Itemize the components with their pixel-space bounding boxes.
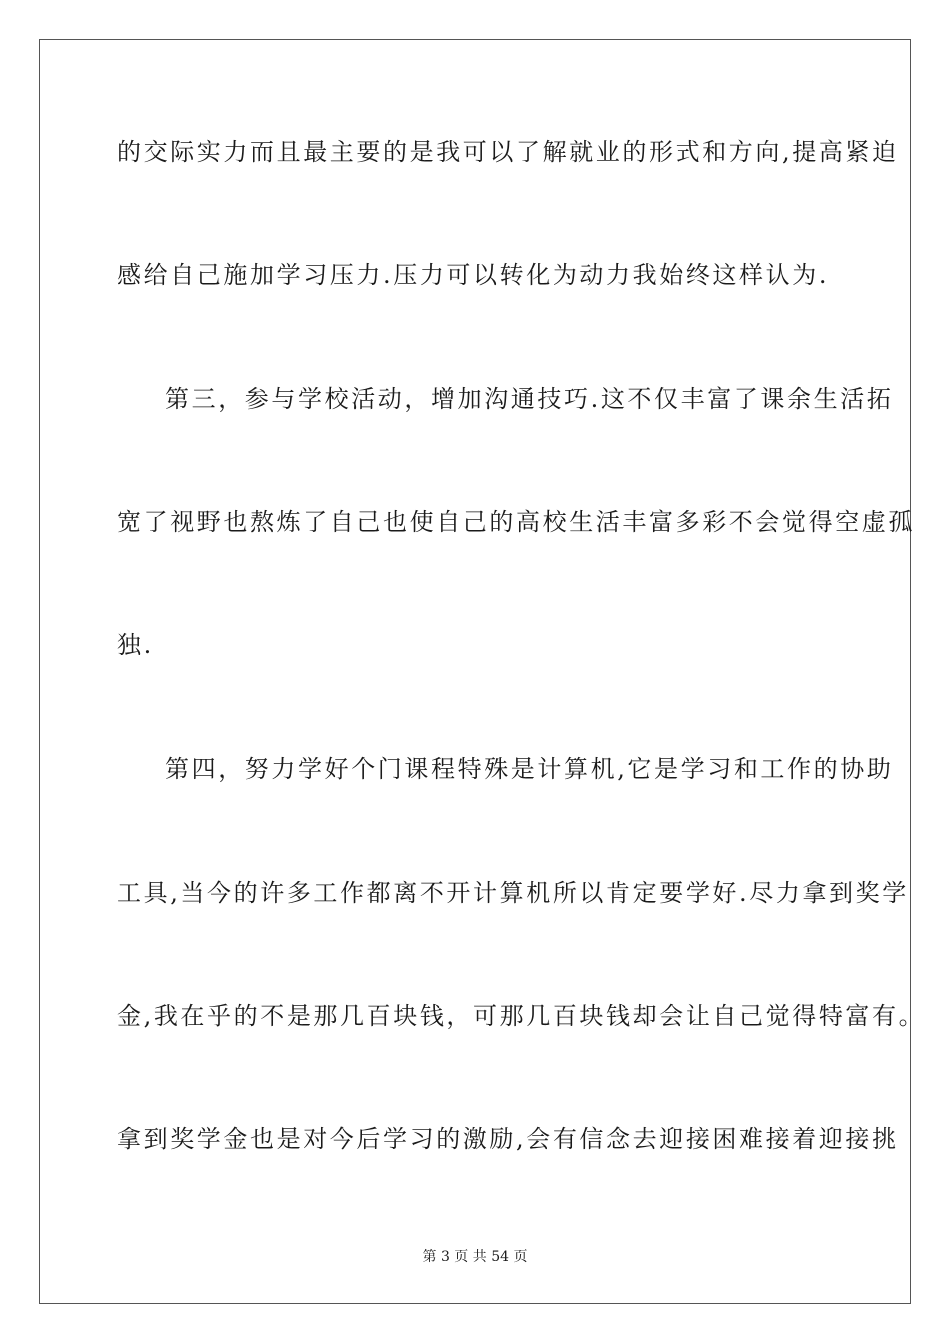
text-line-1: 的交际实力而且最主要的是我可以了解就业的形式和方向,提高紧迫 xyxy=(117,138,899,166)
text-line-4: 宽了视野也熬炼了自己也使自己的高校生活丰富多彩不会觉得空虚孤 xyxy=(117,508,915,536)
page-border xyxy=(39,39,926,1304)
text-line-3-paragraph-start: 第三，参与学校活动，增加沟通技巧.这不仅丰富了课余生活拓 xyxy=(165,385,894,413)
text-line-2: 感给自己施加学习压力.压力可以转化为动力我始终这样认为. xyxy=(117,261,830,289)
text-line-7: 工具,当今的许多工作都离不开计算机所以肯定要学好.尽力拿到奖学 xyxy=(117,879,909,907)
text-line-6-paragraph-start: 第四，努力学好个门课程特殊是计算机,它是学习和工作的协助 xyxy=(165,755,894,783)
text-line-9: 拿到奖学金也是对今后学习的激励,会有信念去迎接困难接着迎接挑 xyxy=(117,1125,899,1153)
text-line-5: 独. xyxy=(117,631,154,659)
text-line-8: 金,我在乎的不是那几百块钱，可那几百块钱却会让自己觉得特富有。 xyxy=(117,1002,926,1030)
page-number-footer: 第 3 页 共 54 页 xyxy=(422,1249,528,1265)
